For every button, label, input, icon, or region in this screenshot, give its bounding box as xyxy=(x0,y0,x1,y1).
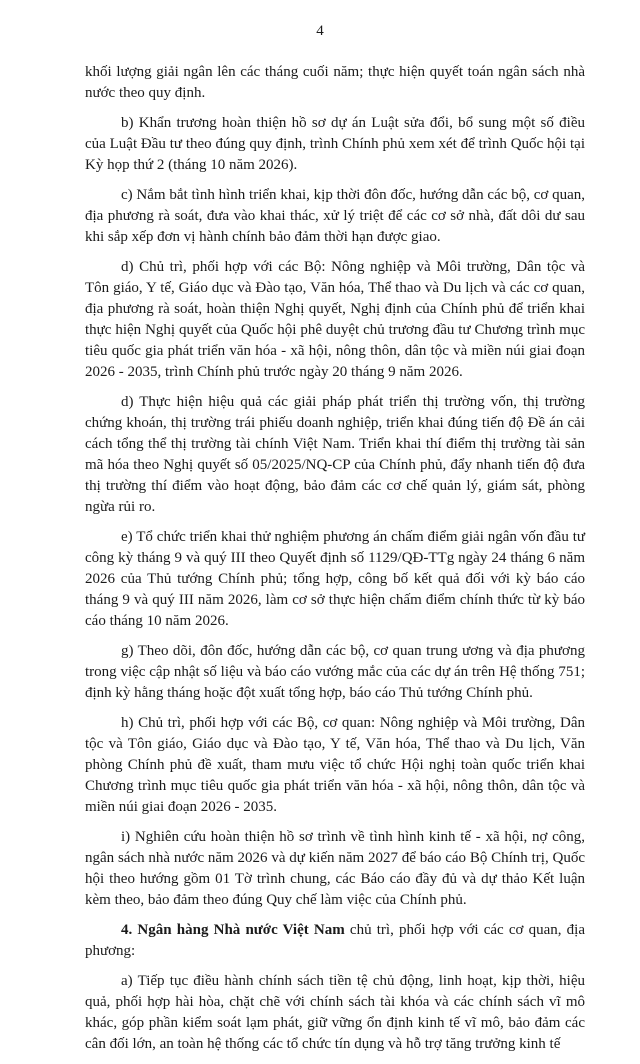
paragraph-item-h: h) Chủ trì, phối hợp với các Bộ, cơ quan: Nông nghiệp và Môi trường, Dân tộc và Tôn giáo, Giáo dục và Đào tạo, Y tế, Văn hóa, Thể thao và Du lịch, Văn phòng Chính phủ đề xuất, tham mưu việc tổ chức Hội nghị toàn quốc triển khai Chương trình mục tiêu quốc gia phát triển văn hóa - xã hội, nông thôn, dân tộc và miền núi giai đoạn 2026 - 2035. xyxy=(85,715,585,815)
paragraph-item-i: i) Nghiên cứu hoàn thiện hồ sơ trình về tình hình kinh tế - xã hội, nợ công, ngân sách nhà nước năm 2026 và dự kiến năm 2027 để báo cáo Bộ Chính trị, Quốc hội theo hướng gồm 01 Tờ trình chung, các Báo cáo đầy đủ và dự thảo Kết luận kèm theo, bảo đảm theo đúng Quy chế làm việc của Chính phủ. xyxy=(85,829,585,908)
document-body xyxy=(85,62,585,1064)
paragraph-item-d: d) Chủ trì, phối hợp với các Bộ: Nông nghiệp và Môi trường, Dân tộc và Tôn giáo, Y tế, Giáo dục và Đào tạo, Văn hóa, Thể thao và Du lịch và các cơ quan, địa phương rà soát, hoàn thiện Nghị quyết, Nghị định của Chính phủ để triển khai thực hiện Nghị quyết của Quốc hội phê duyệt chủ trương đầu tư Chương trình mục tiêu quốc gia phát triển văn hóa - xã hội, nông thôn, dân tộc và miền núi giai đoạn 2026 - 2035, trình Chính phủ trước ngày 20 tháng 9 năm 2026. xyxy=(85,259,585,380)
paragraph-item-b: b) Khẩn trương hoàn thiện hồ sơ dự án Luật sửa đổi, bổ sung một số điều của Luật Đầu tư theo đúng quy định, trình Chính phủ xem xét để trình Quốc hội tại Kỳ họp thứ 2 (tháng 10 năm 2026). xyxy=(85,115,585,173)
paragraph-item-g: g) Theo dõi, đôn đốc, hướng dẫn các bộ, cơ quan trung ương và địa phương trong việc cập nhật số liệu và báo cáo vướng mắc của các dự án trên Hệ thống 751; định kỳ hằng tháng hoặc đột xuất tổng hợp, báo cáo Thủ tướng Chính phủ. xyxy=(85,643,585,701)
page-number: 4 xyxy=(316,23,324,39)
section-heading-4 xyxy=(85,920,585,962)
paragraph-item-c: c) Nắm bắt tình hình triển khai, kịp thời đôn đốc, hướng dẫn các bộ, cơ quan, địa phương rà soát, đưa vào khai thác, xử lý triệt để các cơ sở nhà, đất dôi dư sau khi sắp xếp đơn vị hành chính bảo đảm thời hạn được giao. xyxy=(85,187,585,245)
paragraph-item-4a: a) Tiếp tục điều hành chính sách tiền tệ chủ động, linh hoạt, kịp thời, hiệu quả, phối hợp hài hòa, chặt chẽ với chính sách tài khóa và các chính sách vĩ mô khác, góp phần kiểm soát lạm phát, giữ vững ổn định kinh tế vĩ mô, bảo đảm các cân đối lớn, an toàn hệ thống các tổ chức tín dụng và hỗ trợ tăng trưởng kinh tế xyxy=(85,973,585,1052)
paragraph-continuation: khối lượng giải ngân lên các tháng cuối năm; thực hiện quyết toán ngân sách nhà nước theo quy định. xyxy=(85,64,585,101)
paragraph-item-dd: d) Thực hiện hiệu quả các giải pháp phát triển thị trường vốn, thị trường chứng khoán, thị trường trái phiếu doanh nghiệp, triển khai đúng tiến độ Đề án cải cách tổng thể thị trường tài chính Việt Nam. Triển khai thí điểm thị trường tài sản mã hóa theo Nghị quyết số 05/2025/NQ-CP của Chính phủ, đẩy nhanh tiến độ đưa thị trường thí điểm vào hoạt động, bảo đảm các cơ chế quản lý, giám sát, phòng ngừa rủi ro. xyxy=(85,394,585,515)
section-heading-lead: 4. Ngân hàng Nhà nước Việt Nam xyxy=(121,922,345,938)
section-heading-rest: chủ trì, phối hợp với các cơ quan, địa phương: xyxy=(85,922,586,959)
paragraph-item-e: e) Tổ chức triển khai thử nghiệm phương án chấm điểm giải ngân vốn đầu tư công kỳ tháng 9 và quý III theo Quyết định số 1129/QĐ-TTg ngày 24 tháng 6 năm 2026 của Thủ tướng Chính phủ; tổng hợp, công bố kết quả đối với kỳ báo cáo tháng 9 và quý III năm 2026, làm cơ sở thực hiện chấm điểm chính thức từ kỳ báo cáo tháng 10 năm 2026. xyxy=(85,529,585,629)
